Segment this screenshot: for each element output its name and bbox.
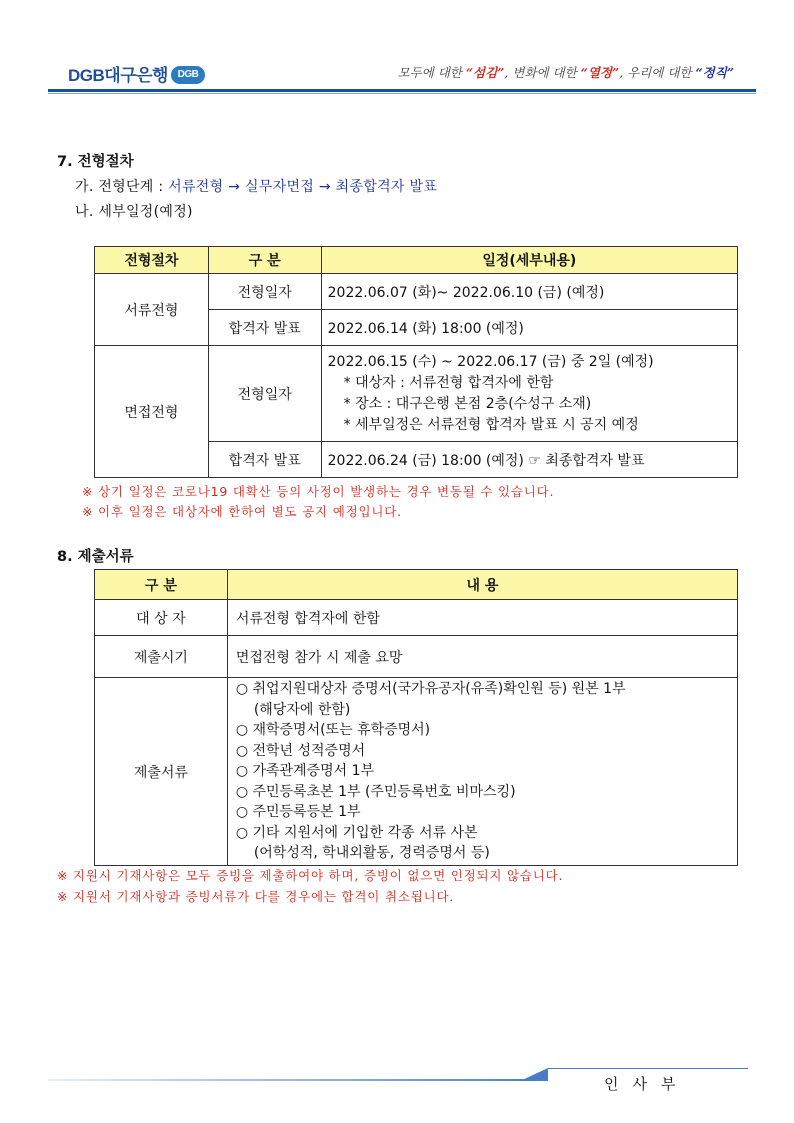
table-row: 대 상 자 서류전형 합격자에 한함 bbox=[95, 600, 738, 636]
col-header-content: 내 용 bbox=[227, 570, 737, 600]
page-header bbox=[68, 56, 756, 90]
list-item: (어학성적, 학내외활동, 경력증명서 등) bbox=[253, 845, 490, 862]
col-header-detail: 일정(세부내용) bbox=[321, 247, 737, 274]
docs-label: 제출서류 bbox=[95, 678, 228, 866]
section-7-title: 7. 전형절차 bbox=[57, 154, 134, 170]
list-item: ○ 전학년 성적증명서 bbox=[235, 742, 366, 759]
table-row: 제출시기 면접전형 참가 시 제출 요망 bbox=[95, 636, 738, 678]
list-item: ○ 재학증명서(또는 휴학증명서) bbox=[235, 722, 431, 739]
footer-rule-right bbox=[548, 1068, 748, 1069]
list-item: ○ 주민등록등본 1부 bbox=[235, 804, 361, 821]
schedule-header-row bbox=[95, 247, 738, 274]
col-header-category: 구 분 bbox=[95, 570, 228, 600]
selection-steps: 가. 전형단계 : 서류전형 → 실무자면접 → 최종합격자 발표 bbox=[75, 179, 438, 195]
footer-wedge bbox=[520, 1068, 548, 1081]
list-item: ○ 가족관계증명서 1부 bbox=[235, 763, 375, 780]
table-row: 합격자 발표 2022.06.24 (금) 18:00 (예정) ☞ 최종합격자 발표 bbox=[95, 442, 738, 478]
header-rule bbox=[48, 89, 756, 92]
stage-interview: 면접전형 bbox=[95, 346, 209, 478]
documents-note-1: ※ 지원시 기재사항은 모두 증빙을 제출하여야 하며, 증빙이 없으면 인정되지 않습니다. bbox=[57, 868, 564, 883]
col-header-stage: 전형절차 bbox=[95, 247, 209, 274]
footer-rule bbox=[48, 1079, 548, 1081]
schedule-table bbox=[94, 246, 738, 478]
documents-table bbox=[94, 569, 738, 866]
slogan: 모두에 대한 “섬김”, 변화에 대한 “열정”, 우리에 대한 “정직” bbox=[397, 65, 734, 80]
list-item: ○ 기타 지원서에 기입한 각종 서류 사본 bbox=[235, 824, 478, 841]
col-header-type: 구 분 bbox=[208, 247, 321, 274]
header-rule-thin bbox=[48, 93, 756, 94]
documents-header-row bbox=[95, 570, 738, 600]
schedule-note-2: ※ 이후 일정은 대상자에 한하여 별도 공지 예정입니다. bbox=[82, 504, 402, 519]
list-item: ○ 주민등록초본 1부 (주민등록번호 비마스킹) bbox=[235, 783, 516, 800]
list-item: ○ 취업지원대상자 증명서(국가유공자(유족)확인원 등) 원본 1부 bbox=[235, 681, 626, 698]
schedule-label: 나. 세부일정(예정) bbox=[75, 204, 193, 220]
schedule-note-1: ※ 상기 일정은 코로나19 대확산 등의 사정이 발생하는 경우 변동될 수 있습니다. bbox=[82, 484, 555, 499]
section-8-title: 8. 제출서류 bbox=[57, 549, 134, 565]
logo-badge: DGB bbox=[171, 66, 205, 84]
table-row bbox=[95, 678, 738, 866]
documents-note-2: ※ 지원서 기재사항과 증빙서류가 다를 경우에는 합격이 취소됩니다. bbox=[57, 889, 455, 904]
table-row: 면접전형 전형일자 2022.06.15 (수) ~ 2022.06.17 (금) 중 2일 (예정) * 대상자 : 서류전형 합격자에 한함 * 장소 : 대구은행 본점 2층(수성구 소재) * 세부일정은 서류전형 합격자 발표 시 공지 예정 bbox=[95, 346, 738, 442]
table-row: 합격자 발표 2022.06.14 (화) 18:00 (예정) bbox=[95, 310, 738, 346]
stage-document: 서류전형 bbox=[95, 274, 209, 346]
bank-logo: DGB대구은행 DGB bbox=[68, 61, 205, 86]
footer-department: 인사부 bbox=[604, 1075, 690, 1093]
list-item: (해당자에 한함) bbox=[253, 701, 351, 718]
docs-list bbox=[236, 679, 729, 864]
table-row: 서류전형 전형일자 2022.06.07 (화)~ 2022.06.10 (금) (예정) bbox=[95, 274, 738, 310]
